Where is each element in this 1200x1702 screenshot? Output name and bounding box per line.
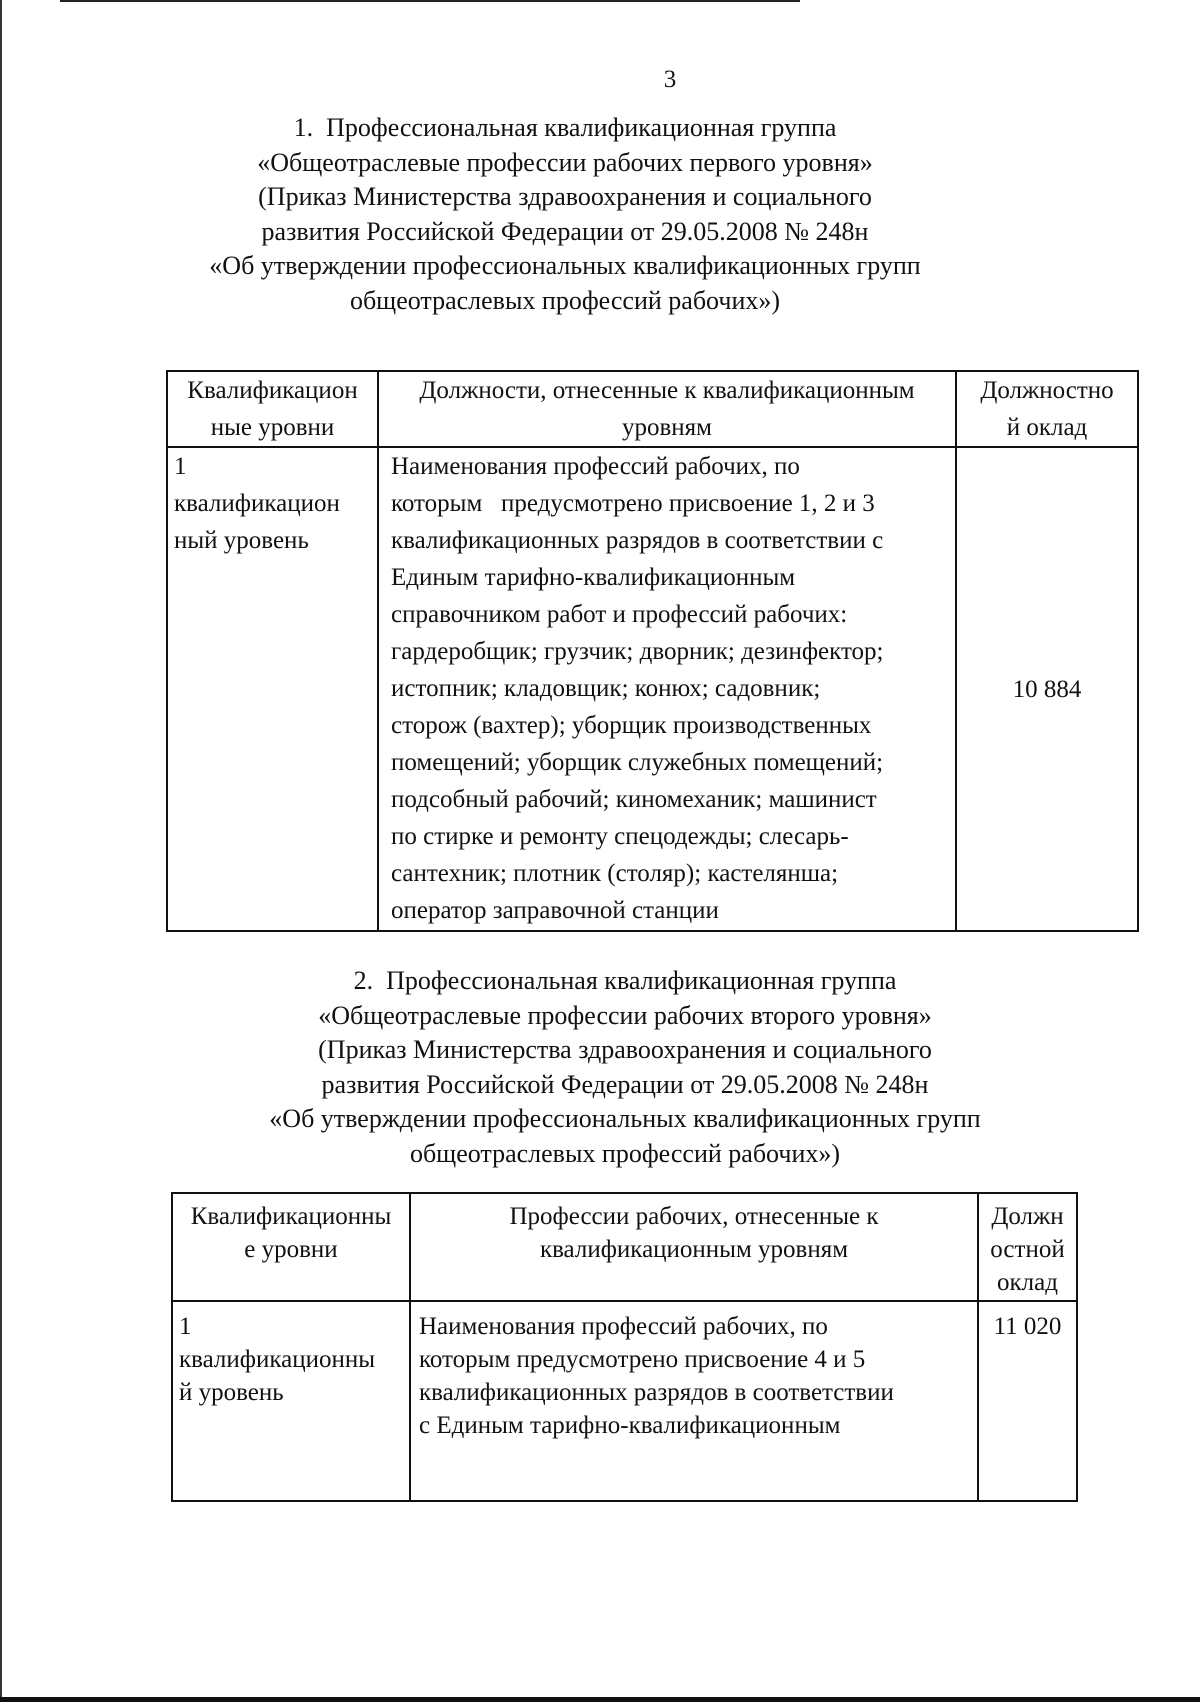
heading-line: (Приказ Министерства здравоохранения и социального bbox=[258, 182, 872, 211]
header-text: Должностно bbox=[980, 377, 1114, 404]
heading-line: «Об утверждении профессиональных квалификационных групп bbox=[209, 251, 921, 280]
level-cell bbox=[167, 447, 378, 931]
header-cell-salary bbox=[978, 1193, 1077, 1301]
level-text: й уровень bbox=[179, 1379, 284, 1406]
heading-line: развития Российской Федерации от 29.05.2008 № 248н bbox=[261, 216, 869, 246]
positions-line: Наименования профессий рабочих, по bbox=[419, 1313, 828, 1340]
header-cell-levels bbox=[172, 1193, 410, 1301]
header-cell-salary bbox=[956, 371, 1138, 447]
positions-cell bbox=[410, 1301, 978, 1501]
positions-line: гардеробщик; грузчик; дворник; дезинфектор; bbox=[391, 638, 884, 665]
header-text: й оклад bbox=[1006, 414, 1088, 441]
scan-border-bottom bbox=[0, 1697, 1200, 1702]
scan-border-left bbox=[0, 0, 2, 1702]
header-text: оклад bbox=[997, 1269, 1058, 1296]
positions-line: Наименования профессий рабочих, по bbox=[391, 453, 800, 480]
heading-line: общеотраслевых профессий рабочих») bbox=[349, 285, 781, 315]
positions-line: с Единым тарифно-квалификационным bbox=[419, 1412, 841, 1439]
header-cell-positions bbox=[410, 1193, 978, 1301]
heading-line: 2. Профессиональная квалификационная группа bbox=[353, 966, 897, 995]
positions-line: сантехник; плотник (столяр); кастелянша; bbox=[391, 860, 839, 887]
heading-line: «Об утверждении профессиональных квалификационных групп bbox=[269, 1104, 981, 1133]
section-1-heading bbox=[150, 111, 980, 318]
table-row bbox=[172, 1301, 1077, 1501]
heading-line: «Общеотраслевые профессии рабочих первого уровня» bbox=[257, 147, 873, 177]
level-cell bbox=[172, 1301, 410, 1501]
header-text: Профессии рабочих, отнесенные к bbox=[509, 1203, 879, 1230]
salary-value: 10 884 bbox=[1012, 675, 1082, 703]
page-number: 3 bbox=[663, 66, 677, 93]
positions-cell bbox=[378, 447, 956, 931]
header-text: Должности, отнесенные к квалификационным bbox=[419, 377, 915, 404]
positions-line: Единым тарифно-квалификационным bbox=[391, 564, 796, 591]
scan-border-top bbox=[60, 0, 800, 2]
section-2-table bbox=[171, 1192, 1078, 1502]
positions-line: оператор заправочной станции bbox=[391, 897, 719, 924]
positions-line: сторож (вахтер); уборщик производственных bbox=[391, 712, 872, 739]
positions-line: которым предусмотрено присвоение 4 и 5 bbox=[419, 1346, 866, 1373]
positions-line: истопник; кладовщик; конюх; садовник; bbox=[391, 675, 821, 702]
header-text: ные уровни bbox=[210, 414, 335, 441]
table-header-row bbox=[172, 1193, 1077, 1301]
section-1-table bbox=[166, 370, 1139, 932]
positions-line: по стирке и ремонту спецодежды; слесарь- bbox=[391, 823, 849, 850]
heading-line: «Общеотраслевые профессии рабочих второго уровня» bbox=[318, 1000, 932, 1030]
heading-line: 1. Профессиональная квалификационная группа bbox=[293, 113, 837, 142]
heading-line: общеотраслевых профессий рабочих») bbox=[409, 1138, 841, 1168]
positions-line: квалификационных разрядов в соответствии с bbox=[391, 527, 884, 554]
positions-line: справочником работ и профессий рабочих: bbox=[391, 601, 848, 628]
header-cell-positions bbox=[378, 371, 956, 447]
positions-line: помещений; уборщик служебных помещений; bbox=[391, 749, 884, 776]
salary-cell bbox=[978, 1301, 1077, 1501]
header-text: уровням bbox=[621, 414, 712, 441]
section-2-heading bbox=[210, 964, 1040, 1171]
header-text: Квалификацион bbox=[187, 377, 358, 404]
salary-value: 11 020 bbox=[993, 1313, 1062, 1340]
heading-line: (Приказ Министерства здравоохранения и социального bbox=[318, 1035, 932, 1064]
positions-line: квалификационных разрядов в соответствии bbox=[419, 1379, 894, 1406]
header-text: е уровни bbox=[244, 1236, 338, 1263]
header-text: Должн bbox=[991, 1203, 1064, 1230]
table-header-row bbox=[167, 371, 1138, 447]
header-text: Квалификационны bbox=[190, 1203, 392, 1230]
header-text: остной bbox=[990, 1236, 1065, 1263]
table-row bbox=[167, 447, 1138, 931]
salary-cell bbox=[956, 447, 1138, 931]
level-text: квалификацион bbox=[174, 490, 340, 517]
heading-line: развития Российской Федерации от 29.05.2008 № 248н bbox=[321, 1069, 929, 1099]
level-text: 1 bbox=[174, 453, 187, 480]
level-text: квалификационны bbox=[179, 1346, 376, 1373]
header-cell-levels bbox=[167, 371, 378, 447]
level-text: 1 bbox=[179, 1313, 192, 1340]
header-text: квалификационным уровням bbox=[539, 1236, 849, 1263]
level-text: ный уровень bbox=[174, 527, 309, 554]
positions-line: которым предусмотрено присвоение 1, 2 и 3 bbox=[391, 490, 875, 517]
positions-line: подсобный рабочий; киномеханик; машинист bbox=[391, 786, 877, 813]
